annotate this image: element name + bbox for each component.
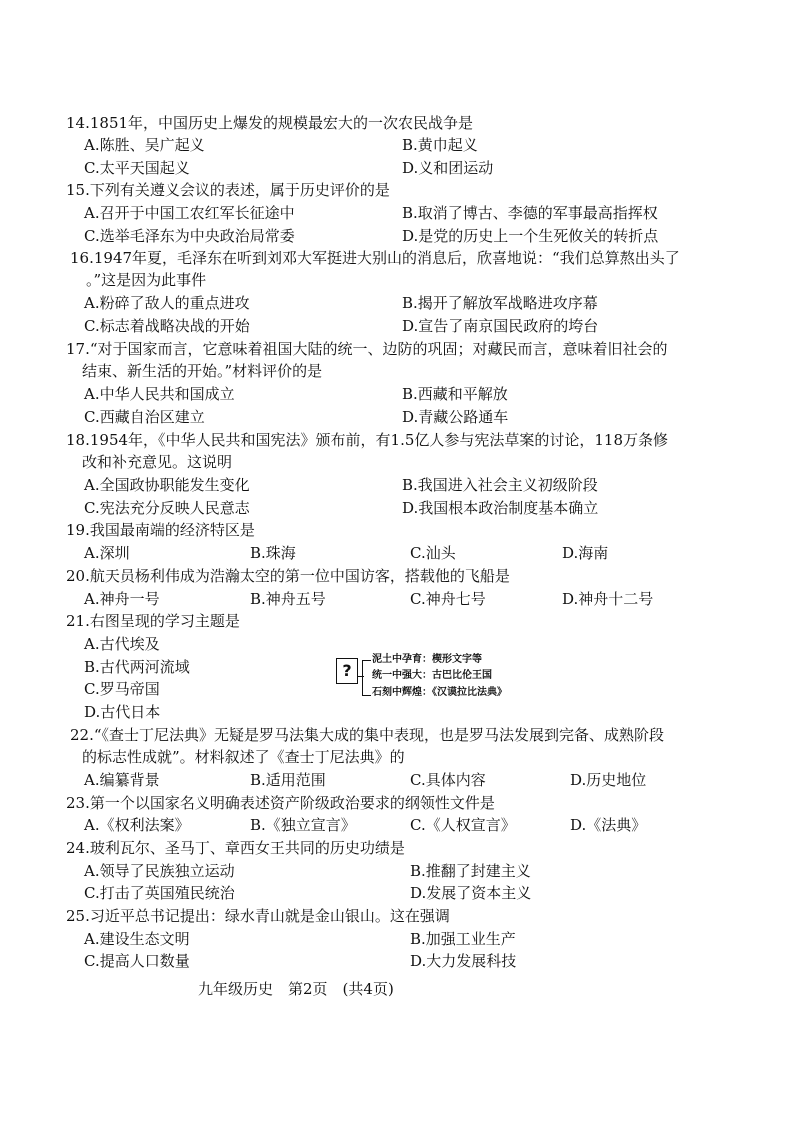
option: C.罗马帝国	[84, 680, 160, 698]
option: C.神舟七号	[410, 590, 486, 608]
option: D.《法典》	[570, 816, 647, 834]
diagram-branch: 统一中强大：古巴比伦王国	[372, 670, 492, 681]
option: C.《人权宣言》	[410, 816, 516, 834]
option: C.宪法充分反映人民意志	[84, 499, 250, 517]
question-18-stem: 18.1954年，《中华人民共和国宪法》颁布前，有1.5亿人参与宪法草案的讨论，118万条修	[66, 431, 669, 449]
option: A.领导了民族独立运动	[84, 862, 235, 880]
study-theme-diagram	[336, 654, 536, 704]
option: C.西藏自治区建立	[84, 408, 205, 426]
option: B.神舟五号	[250, 590, 326, 608]
question-17-stem: 17.“对于国家而言，它意味着祖国大陆的统一、边防的巩固；对藏民而言，意味着旧社会的	[66, 340, 668, 358]
option: A.中华人民共和国成立	[84, 385, 235, 403]
option: D.海南	[562, 544, 609, 562]
question-20-stem: 20.航天员杨利伟成为浩瀚太空的第一位中国访客，搭载他的飞船是	[66, 567, 510, 585]
question-22-stem: 22.“《查士丁尼法典》无疑是罗马法集大成的集中表现，也是罗马法发展到完备、成熟阶段	[70, 726, 665, 744]
option: A.深圳	[84, 544, 130, 562]
question-23-stem: 23.第一个以国家名义明确表述资产阶级政治要求的纲领性文件是	[66, 794, 495, 812]
option: A.《权利法案》	[84, 816, 190, 834]
option: D.古代日本	[84, 703, 161, 721]
option: B.黄巾起义	[402, 136, 478, 154]
option: A.陈胜、吴广起义	[84, 136, 205, 154]
question-17-stem-cont: 结束、新生活的开始。”材料评价的是	[82, 362, 323, 380]
option: D.历史地位	[570, 771, 647, 789]
option: B.推翻了封建主义	[410, 862, 531, 880]
question-mark-box: ?	[336, 658, 358, 684]
question-16-stem-cont: 。”这是因为此事件	[86, 271, 207, 289]
option: D.宣告了南京国民政府的垮台	[402, 317, 599, 335]
question-19-stem: 19.我国最南端的经济特区是	[66, 521, 255, 539]
option: C.提高人口数量	[84, 952, 190, 970]
option: B.适用范围	[250, 771, 326, 789]
option: C.标志着战略决战的开始	[84, 317, 250, 335]
option: D.青藏公路通车	[402, 408, 509, 426]
option: A.粉碎了敌人的重点进攻	[84, 294, 250, 312]
page-footer: 九年级历史 第2页 (共4页)	[198, 980, 394, 998]
option: B.古代两河流域	[84, 658, 190, 676]
question-16-stem: 16.1947年夏，毛泽东在听到刘邓大军挺进大别山的消息后，欣喜地说：“我们总算熬出头了	[70, 249, 680, 267]
option: D.义和团运动	[402, 159, 494, 177]
option: B.西藏和平解放	[402, 385, 508, 403]
question-15-stem: 15.下列有关遵义会议的表述，属于历史评价的是	[66, 181, 390, 199]
option: B.《独立宣言》	[250, 816, 356, 834]
option: A.编纂背景	[84, 771, 160, 789]
option: A.神舟一号	[84, 590, 160, 608]
option: C.选举毛泽东为中央政治局常委	[84, 227, 295, 245]
option: D.发展了资本主义	[410, 884, 532, 902]
option: B.揭开了解放军战略进攻序幕	[402, 294, 598, 312]
diagram-branch: 石刻中辉煌：《汉谟拉比法典》	[372, 687, 507, 698]
option: D.大力发展科技	[410, 952, 517, 970]
option: C.具体内容	[410, 771, 486, 789]
option: D.是党的历史上一个生死攸关的转折点	[402, 227, 659, 245]
option: A.召开于中国工农红军长征途中	[84, 204, 295, 222]
option: B.加强工业生产	[410, 930, 516, 948]
question-14-stem: 14.1851年，中国历史上爆发的规模最宏大的一次农民战争是	[66, 114, 474, 132]
question-24-stem: 24.玻利瓦尔、圣马丁、章西女王共同的历史功绩是	[66, 839, 405, 857]
option: D.我国根本政治制度基本确立	[402, 499, 599, 517]
option: C.汕头	[410, 544, 456, 562]
bracket-line	[362, 660, 371, 696]
question-25-stem: 25.习近平总书记提出：绿水青山就是金山银山。这在强调	[66, 907, 450, 925]
option: B.取消了博古、李德的军事最高指挥权	[402, 204, 658, 222]
option: C.打击了英国殖民统治	[84, 884, 235, 902]
question-18-stem-cont: 改和补充意见。这说明	[82, 453, 233, 471]
question-21-stem: 21.右图呈现的学习主题是	[66, 612, 240, 630]
option: A.建设生态文明	[84, 930, 190, 948]
option: A.全国政协职能发生变化	[84, 476, 250, 494]
diagram-branch: 泥土中孕育：楔形文字等	[372, 654, 482, 665]
option: D.神舟十二号	[562, 590, 654, 608]
option: B.我国进入社会主义初级阶段	[402, 476, 598, 494]
option: A.古代埃及	[84, 635, 160, 653]
option: B.珠海	[250, 544, 296, 562]
question-22-stem-cont: 的标志性成就”。材料叙述了《查士丁尼法典》的	[82, 748, 405, 766]
option: C.太平天国起义	[84, 159, 190, 177]
